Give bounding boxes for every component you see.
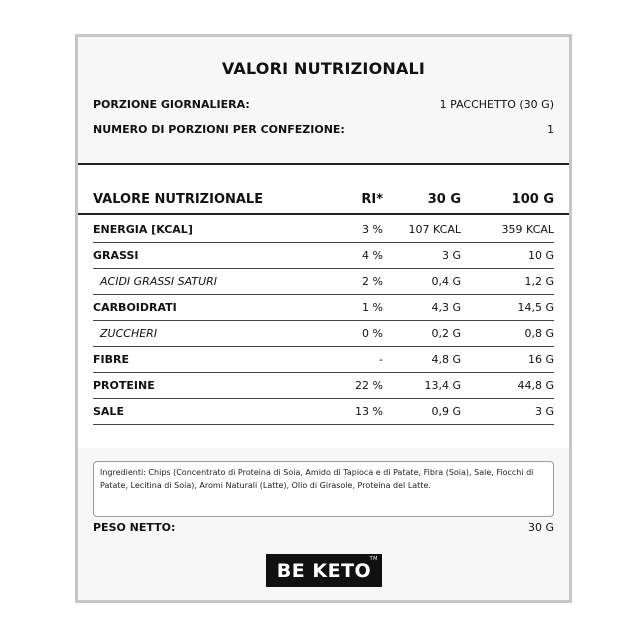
nutrient-per-100g: 44,8 G (517, 379, 554, 392)
nutrient-name: FIBRE (93, 353, 129, 366)
table-row (93, 353, 554, 369)
row-divider (93, 372, 554, 373)
servings-per-pack-value: 1 (547, 123, 554, 136)
net-weight-row (93, 521, 554, 534)
nutrient-per-30g: 4,3 G (431, 301, 461, 314)
serving-size-value: 1 PACCHETTO (30 G) (439, 98, 554, 111)
header-per-100g: 100 G (511, 192, 554, 207)
nutrient-ri: 2 % (362, 275, 383, 288)
nutrient-per-100g: 14,5 G (517, 301, 554, 314)
table-row (93, 379, 554, 395)
nutrient-ri: 22 % (355, 379, 383, 392)
nutrient-ri: 13 % (355, 405, 383, 418)
ingredients-box: Ingredienti: Chips (Concentrato di Proteina di Soia, Amido di Tapioca e di Patate, Fibra (Soia), Sale, Fiocchi di Patate, Lecitina di Soia), Aromi Naturali (Latte), Olio di Girasole, Proteina del Latte. (93, 461, 554, 517)
servings-per-pack-label: NUMERO DI PORZIONI PER CONFEZIONE: (93, 123, 345, 136)
nutrient-per-100g: 3 G (534, 405, 554, 418)
header-rule (78, 213, 569, 215)
nutrient-name: ENERGIA [KCAL] (93, 223, 193, 236)
nutrient-per-30g: 107 KCAL (408, 223, 461, 236)
row-divider (93, 398, 554, 399)
table-row (93, 405, 554, 421)
serving-size-row (93, 98, 554, 111)
nutrient-name: GRASSI (93, 249, 139, 262)
nutrient-per-100g: 1,2 G (524, 275, 554, 288)
row-divider (93, 268, 554, 269)
nutrient-per-100g: 10 G (527, 249, 554, 262)
nutrient-ri: 0 % (362, 327, 383, 340)
label-title: VALORI NUTRIZIONALI (221, 59, 426, 78)
nutrient-per-100g: 16 G (527, 353, 554, 366)
nutrient-name: SALE (93, 405, 124, 418)
nutrient-ri: 3 % (362, 223, 383, 236)
table-row (93, 275, 554, 291)
nutrient-per-30g: 0,4 G (431, 275, 461, 288)
table-row (93, 327, 554, 343)
header-per-30g: 30 G (427, 192, 461, 207)
nutrient-ri: 4 % (362, 249, 383, 262)
table-row (93, 301, 554, 317)
table-row (93, 223, 554, 239)
net-weight-value: 30 G (527, 521, 554, 534)
nutrient-name: PROTEINE (93, 379, 155, 392)
row-divider (93, 320, 554, 321)
nutrient-ri: - (379, 353, 383, 366)
nutrient-name: ACIDI GRASSI SATURI (100, 275, 218, 288)
trademark-mark: TM (369, 556, 378, 562)
nutrient-name: ZUCCHERI (100, 327, 158, 340)
nutrient-per-30g: 13,4 G (424, 379, 461, 392)
nutrient-name: CARBOIDRATI (93, 301, 177, 314)
nutrient-per-30g: 0,2 G (431, 327, 461, 340)
net-weight-label: PESO NETTO: (93, 521, 176, 534)
section-divider (78, 163, 569, 165)
nutrient-per-30g: 4,8 G (431, 353, 461, 366)
servings-per-pack-row (93, 123, 554, 136)
header-ri: RI* (361, 192, 383, 207)
row-divider (93, 346, 554, 347)
nutrient-ri: 1 % (362, 301, 383, 314)
row-divider (93, 242, 554, 243)
nutrition-label-panel (75, 34, 572, 603)
nutrient-per-100g: 0,8 G (524, 327, 554, 340)
header-nutrient: VALORE NUTRIZIONALE (93, 192, 264, 207)
nutrient-per-30g: 3 G (441, 249, 461, 262)
nutrient-per-100g: 359 KCAL (501, 223, 554, 236)
table-header-row (93, 192, 554, 212)
serving-size-label: PORZIONE GIORNALIERA: (93, 98, 250, 111)
row-divider (93, 294, 554, 295)
brand-logo (266, 554, 382, 587)
table-row (93, 249, 554, 265)
row-divider (93, 424, 554, 425)
brand-name: BE KETO (276, 559, 372, 582)
nutrient-per-30g: 0,9 G (431, 405, 461, 418)
